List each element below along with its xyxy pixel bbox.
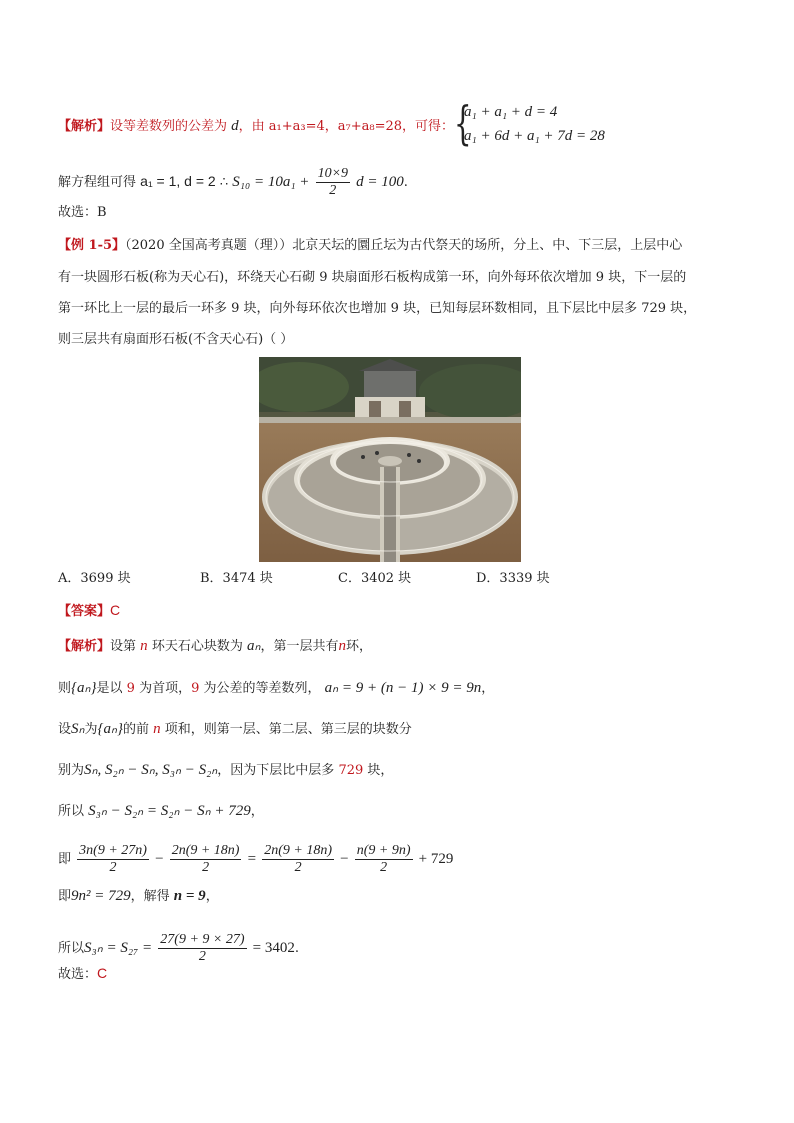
first-term: 9 [126, 681, 135, 696]
example-line-4: 则三层共有扇面形石板(不含天心石)（ ） [58, 332, 294, 347]
layer-sums: Sₙ, S₂ₙ − Sₙ, S₃ₙ − S₂ₙ [84, 762, 218, 778]
numerator: n(9 + 9n) [356, 843, 411, 858]
plus-729: + 729 [418, 851, 454, 867]
fraction-4 [355, 843, 413, 876]
solve-values: a₁ = 1, d = 2 [140, 173, 216, 189]
period: . [403, 175, 408, 190]
s27-fraction [158, 932, 246, 965]
text: 设 [58, 722, 72, 737]
text: 块， [367, 763, 394, 778]
sum-equation: S₃ₙ − S₂ₙ = S₂ₙ − Sₙ + 729 [88, 803, 251, 819]
text: 即 [58, 889, 72, 904]
altar-photo [259, 357, 521, 562]
text: ， [250, 804, 264, 819]
solve-line [58, 166, 408, 199]
text: 环天石心块数为 [151, 639, 243, 654]
answer-value: C [110, 602, 121, 618]
example-line-3: 第一环比上一层的最后一环多 9 块，向外每环依次也增加 9 块，已知每层环数相同，且下层比中层多 729 块， [58, 301, 697, 316]
sequence-set: {aₙ} [97, 721, 123, 737]
denominator: 2 [198, 949, 206, 964]
analysis2-line-2 [58, 678, 494, 699]
example-text-1: 北京天坛的圜丘坛为古代祭天的场所，分上、中、下三层，上层中心 [292, 238, 683, 253]
s10-rhs: d = 100 [356, 174, 404, 190]
text: 则 [58, 681, 72, 696]
analysis2-tag: 【解析】 [58, 639, 111, 654]
var-sn: Sₙ [71, 721, 85, 737]
text: 环， [345, 639, 372, 654]
text: ，因为下层比中层多 [217, 763, 335, 778]
s3n-lhs: S₃ₙ = S₂₇ = [84, 940, 153, 956]
solve-prefix: 解方程组可得 [58, 175, 137, 190]
option-d[interactable]: D．3339 块 [476, 571, 550, 586]
example-source: （2020 全国高考真题（理）） [125, 238, 293, 253]
analysis-intro: 设等差数列的公差为 [110, 119, 228, 134]
analysis-tag: 【解析】 [58, 119, 111, 134]
choice-prefix: 故选： [58, 967, 98, 982]
text: ， [205, 889, 219, 904]
text: 所以 [58, 941, 85, 956]
answer-line [58, 600, 120, 622]
text: 别为 [58, 763, 85, 778]
denominator: 2 [294, 860, 302, 875]
var-n: n [140, 638, 148, 654]
sequence-set: {aₙ} [71, 680, 97, 696]
minus-sign: − [340, 851, 349, 867]
numerator: 2n(9 + 18n) [171, 843, 240, 858]
text: 项和，则第一层、第二层、第三层的块数分 [164, 722, 412, 737]
analysis2-line-4 [58, 760, 393, 781]
text: 为首项， [139, 681, 192, 696]
text: 设第 [110, 639, 137, 654]
minus-sign: − [155, 851, 164, 867]
var-n: n [338, 638, 346, 654]
text: 所以 [58, 804, 85, 819]
analysis2-line-1 [58, 636, 372, 657]
common-diff: 9 [191, 681, 200, 696]
analysis2-line-6 [58, 843, 453, 876]
numerator: 27(9 + 9 × 27) [160, 932, 245, 947]
analysis2-line-7 [58, 886, 219, 907]
equation-1: a₁ + a₁ + d = 4 [464, 104, 558, 120]
numerator: 3n(9 + 27n) [79, 843, 147, 858]
numerator: 2n(9 + 18n) [264, 843, 332, 858]
var-n: n [153, 721, 161, 737]
denominator: 2 [202, 860, 210, 875]
choice-value: C [97, 965, 108, 981]
options-row [58, 569, 550, 589]
example-tag: 【例 1-5】 [58, 238, 126, 253]
solution-n: n = 9 [173, 888, 206, 904]
answer-tag: 【答案】 [58, 604, 111, 619]
fraction-3 [262, 843, 334, 876]
analysis2-line-5 [58, 801, 264, 822]
text: 的前 [123, 722, 150, 737]
choice-1: 故选：B [58, 205, 107, 220]
text: 为 [84, 722, 98, 737]
s10-numerator: 10×9 [317, 166, 349, 181]
given-condition: ，由 a₁+a₃=4，a₇+a₈=28，可得： [238, 119, 455, 134]
text: ，第一层共有 [260, 639, 339, 654]
equation-2: a₁ + 6d + a₁ + 7d = 28 [464, 128, 605, 144]
quadratic-eq: 9n² = 729 [71, 888, 131, 904]
text: . [294, 941, 299, 956]
text: 为公差的等差数列， [203, 681, 321, 696]
diff-729: 729 [338, 763, 364, 778]
analysis2-line-3 [58, 719, 412, 740]
denominator: 2 [380, 860, 388, 875]
analysis2-line-8 [58, 932, 299, 965]
analysis1-line [58, 116, 454, 137]
option-a[interactable]: A．3699 块 [58, 571, 131, 586]
choice-2 [58, 963, 107, 985]
text: 即 [58, 852, 72, 867]
brace-symbol: { [454, 96, 472, 150]
var-an: aₙ [246, 638, 261, 654]
s27-result: = 3402 [252, 940, 295, 956]
text: ， [481, 681, 495, 696]
example-line-1 [58, 236, 682, 256]
option-b[interactable]: B．3474 块 [200, 571, 273, 586]
s10-lhs: S₁₀ = 10a₁ + [232, 174, 310, 190]
s10-fraction [316, 166, 350, 199]
therefore-symbol: ∴ [219, 175, 229, 190]
text: 是以 [96, 681, 123, 696]
example-line-2: 有一块圆形石板(称为天心石)，环绕天心石砌 9 块扇面形石板构成第一环，向外每环依次增加 9 块，下一层的 [58, 270, 687, 285]
fraction-1 [77, 843, 149, 876]
text: ，解得 [130, 889, 170, 904]
option-c[interactable]: C．3402 块 [338, 571, 412, 586]
s10-denominator: 2 [329, 183, 337, 198]
fraction-2 [170, 843, 242, 876]
equals-sign: = [247, 851, 257, 867]
an-formula: aₙ = 9 + (n − 1) × 9 = 9n [324, 680, 482, 696]
var-d: d [231, 118, 239, 134]
denominator: 2 [109, 860, 117, 875]
